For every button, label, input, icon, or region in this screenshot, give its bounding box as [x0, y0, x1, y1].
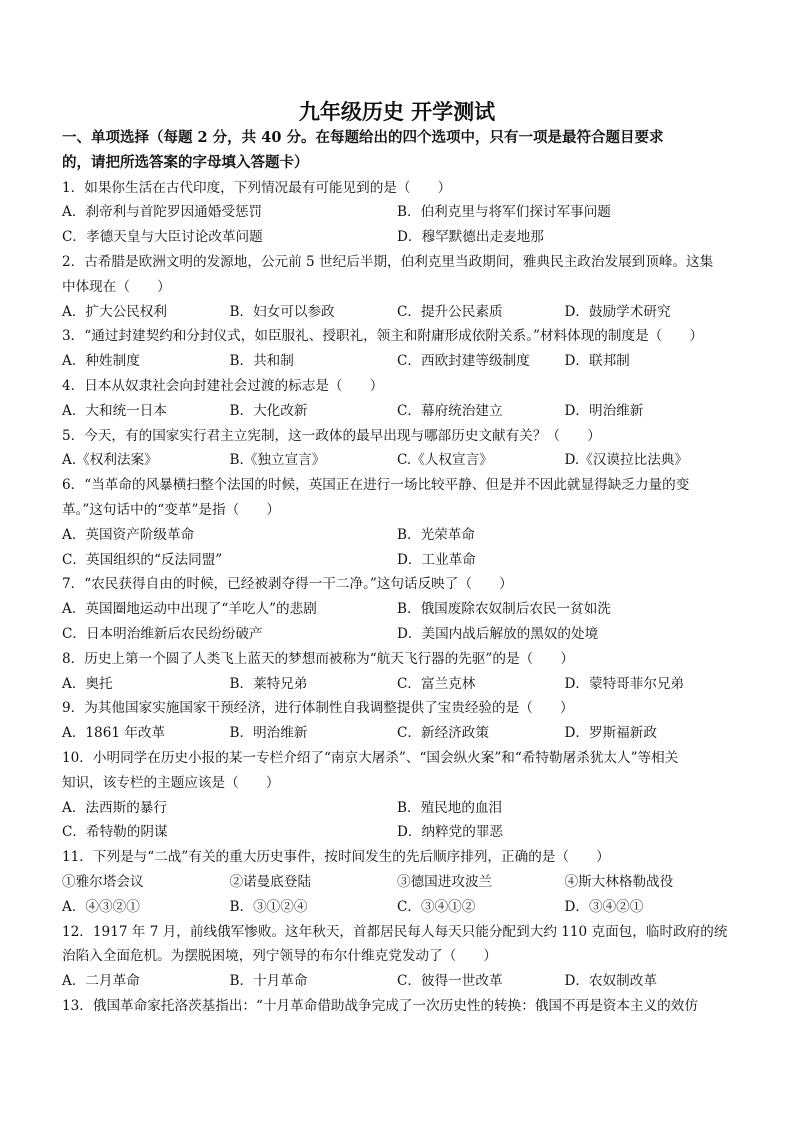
answer-option: A．扩大公民权利 [62, 303, 167, 320]
question-13 [62, 994, 732, 1019]
question-3 [62, 324, 732, 374]
answer-option: B．莱特兄弟 [229, 675, 308, 692]
answer-option: C．幕府统治建立 [397, 402, 503, 419]
answer-option: D．罗斯福新政 [564, 725, 657, 742]
answer-option: B．俄国废除农奴制后农民一贫如洗 [397, 601, 611, 618]
answer-option: D．蒙特哥菲尔兄弟 [564, 675, 685, 692]
event-item: ④斯大林格勒战役 [564, 873, 674, 890]
answer-option: D．工业革命 [397, 551, 476, 568]
question-stem: 知识，该专栏的主题应该是（ ） [62, 774, 280, 791]
answer-option: D．农奴制改革 [564, 973, 657, 990]
question-stem: 12．1917 年 7 月，前线俄军惨败。这年秋天，首都居民每人每天只能分配到大约 110 克面包，临时政府的统 [62, 923, 728, 940]
section-heading-line: 一、单项选择（每题 2 分，共 40 分。在每题给出的四个选项中，只有一项是最符合题目要求 [62, 129, 664, 146]
answer-option: A．法西斯的暴行 [62, 799, 167, 816]
option-row [62, 820, 732, 845]
answer-option: B．殖民地的血泪 [397, 799, 503, 816]
question-stem: 11．下列是与“二战”有关的重大历史事件，按时间发生的先后顺序排列，正确的是（ ） [62, 849, 610, 866]
answer-option: D．鼓励学术研究 [564, 303, 671, 320]
question-2 [62, 250, 732, 324]
option-row [62, 448, 732, 473]
question-10 [62, 746, 732, 845]
question-stem: 7．“农民获得自由的时候，已经被剥夺得一干二净。”这句话反映了（ ） [62, 576, 513, 593]
question-8 [62, 647, 732, 697]
exam-title: 九年级历史 开学测试 [298, 99, 496, 124]
answer-option: A．英国圈地运动中出现了“羊吃人”的悲剧 [62, 601, 317, 618]
answer-option: B．明治维新 [229, 725, 308, 742]
answer-option: C．西欧封建等级制度 [397, 353, 530, 370]
answer-option: B．③①②④ [229, 898, 308, 915]
question-7 [62, 572, 732, 646]
question-stem: 3．“通过封建契约和分封仪式，如臣服礼、授职礼，领主和附庸形成依附关系。”材料体现的制度是（ ） [62, 328, 704, 345]
answer-option: A．大和统一日本 [62, 402, 167, 419]
question-5 [62, 424, 732, 474]
answer-option: C．希特勒的阴谋 [62, 824, 168, 841]
question-stem: 治陷入全面危机。为摆脱困境，列宁领导的布尔什维克党发动了（ ） [62, 948, 497, 965]
option-row [62, 349, 732, 374]
question-list [62, 176, 732, 1019]
answer-option: A.《权利法案》 [62, 452, 158, 469]
answer-option: D．③④②① [564, 898, 644, 915]
event-item: ①雅尔塔会议 [62, 873, 144, 890]
option-row [62, 225, 732, 250]
option-row [62, 200, 732, 225]
option-row [62, 895, 732, 920]
question-stem: 13．俄国革命家托洛茨基指出：“十月革命借助战争完成了一次历史性的转换：俄国不再是资本主义的效仿 [62, 997, 698, 1014]
answer-option: D．联邦制 [564, 353, 630, 370]
answer-option: D.《汉谟拉比法典》 [564, 452, 688, 469]
option-row [62, 796, 732, 821]
question-6 [62, 473, 732, 572]
question-stem: 5．今天，有的国家实行君主立宪制，这一政体的最早出现与哪部历史文献有关？（ ） [62, 427, 601, 444]
event-item: ③德国进攻波兰 [397, 873, 493, 890]
answer-option: D．纳粹党的罪恶 [397, 824, 504, 841]
answer-option: C．英国组织的“反法同盟” [62, 551, 223, 568]
answer-option: C.《人权宣言》 [397, 452, 493, 469]
event-list [62, 870, 732, 895]
option-row [62, 969, 732, 994]
answer-option: B．十月革命 [229, 973, 308, 990]
option-row [62, 597, 732, 622]
question-stem: 8．历史上第一个圆了人类飞上蓝天的梦想而被称为“航天飞行器的先驱”的是（ ） [62, 650, 574, 667]
answer-option: D．明治维新 [564, 402, 644, 419]
question-stem: 革。”这句话中的“变革”是指（ ） [62, 501, 280, 518]
answer-option: C．孝德天皇与大臣讨论改革问题 [62, 229, 263, 246]
option-row [62, 672, 732, 697]
answer-option: A．种姓制度 [62, 353, 140, 370]
option-row [62, 721, 732, 746]
question-stem: 9．为其他国家实施国家干预经济，进行体制性自我调整提供了宝贵经验的是（ ） [62, 700, 574, 717]
answer-option: B．伯利克里与将军们探讨军事问题 [397, 204, 611, 221]
event-item: ②诺曼底登陆 [229, 873, 312, 890]
answer-option: C．日本明治维新后农民纷纷破产 [62, 625, 263, 642]
question-stem: 10．小明同学在历史小报的某一专栏介绍了“南京大屠杀”、“国会纵火案”和“希特勒屠杀犹太人”等相关 [62, 749, 679, 766]
answer-option: C．富兰克林 [397, 675, 476, 692]
section-heading [62, 126, 732, 176]
answer-option: C．提升公民素质 [397, 303, 503, 320]
question-11 [62, 845, 732, 919]
option-row [62, 300, 732, 325]
answer-option: C．彼得一世改革 [397, 973, 503, 990]
question-stem: 1．如果你生活在古代印度，下列情况最有可能见到的是（ ） [62, 179, 452, 196]
question-stem: 4．日本从奴隶社会向封建社会过渡的标志是（ ） [62, 377, 384, 394]
question-stem: 6．“当革命的风暴横扫整个法国的时候，英国正在进行一场比较平静、但是并不因此就显得缺乏力量的变 [62, 477, 690, 494]
answer-option: A．奥托 [62, 675, 113, 692]
question-4 [62, 374, 732, 424]
answer-option: A．英国资产阶级革命 [62, 526, 195, 543]
exam-page [62, 98, 732, 1019]
answer-option: C．新经济政策 [397, 725, 489, 742]
answer-option: A．1861 年改革 [62, 725, 166, 742]
answer-option: B．大化改新 [229, 402, 308, 419]
answer-option: C．③④①② [397, 898, 476, 915]
answer-option: A．刹帝利与首陀罗因通婚受惩罚 [62, 204, 263, 221]
answer-option: B．共和制 [229, 353, 294, 370]
option-row [62, 622, 732, 647]
answer-option: A．④③②① [62, 898, 140, 915]
option-row [62, 523, 732, 548]
question-9 [62, 696, 732, 746]
answer-option: A．二月革命 [62, 973, 140, 990]
answer-option: B.《独立宣言》 [229, 452, 326, 469]
answer-option: B．妇女可以参政 [229, 303, 335, 320]
section-heading-line: 的，请把所选答案的字母填入答题卡） [62, 153, 309, 171]
option-row [62, 548, 732, 573]
answer-option: D．美国内战后解放的黑奴的处境 [397, 625, 599, 642]
question-stem: 中体现在（ ） [62, 278, 171, 295]
question-12 [62, 920, 732, 994]
question-stem: 2．古希腊是欧洲文明的发源地，公元前 5 世纪后半期，伯利克里当政期间，雅典民主政治发展到顶峰。这集 [62, 253, 714, 270]
question-1 [62, 176, 732, 250]
option-row [62, 399, 732, 424]
answer-option: D．穆罕默德出走麦地那 [397, 229, 544, 246]
answer-option: B．光荣革命 [397, 526, 475, 543]
